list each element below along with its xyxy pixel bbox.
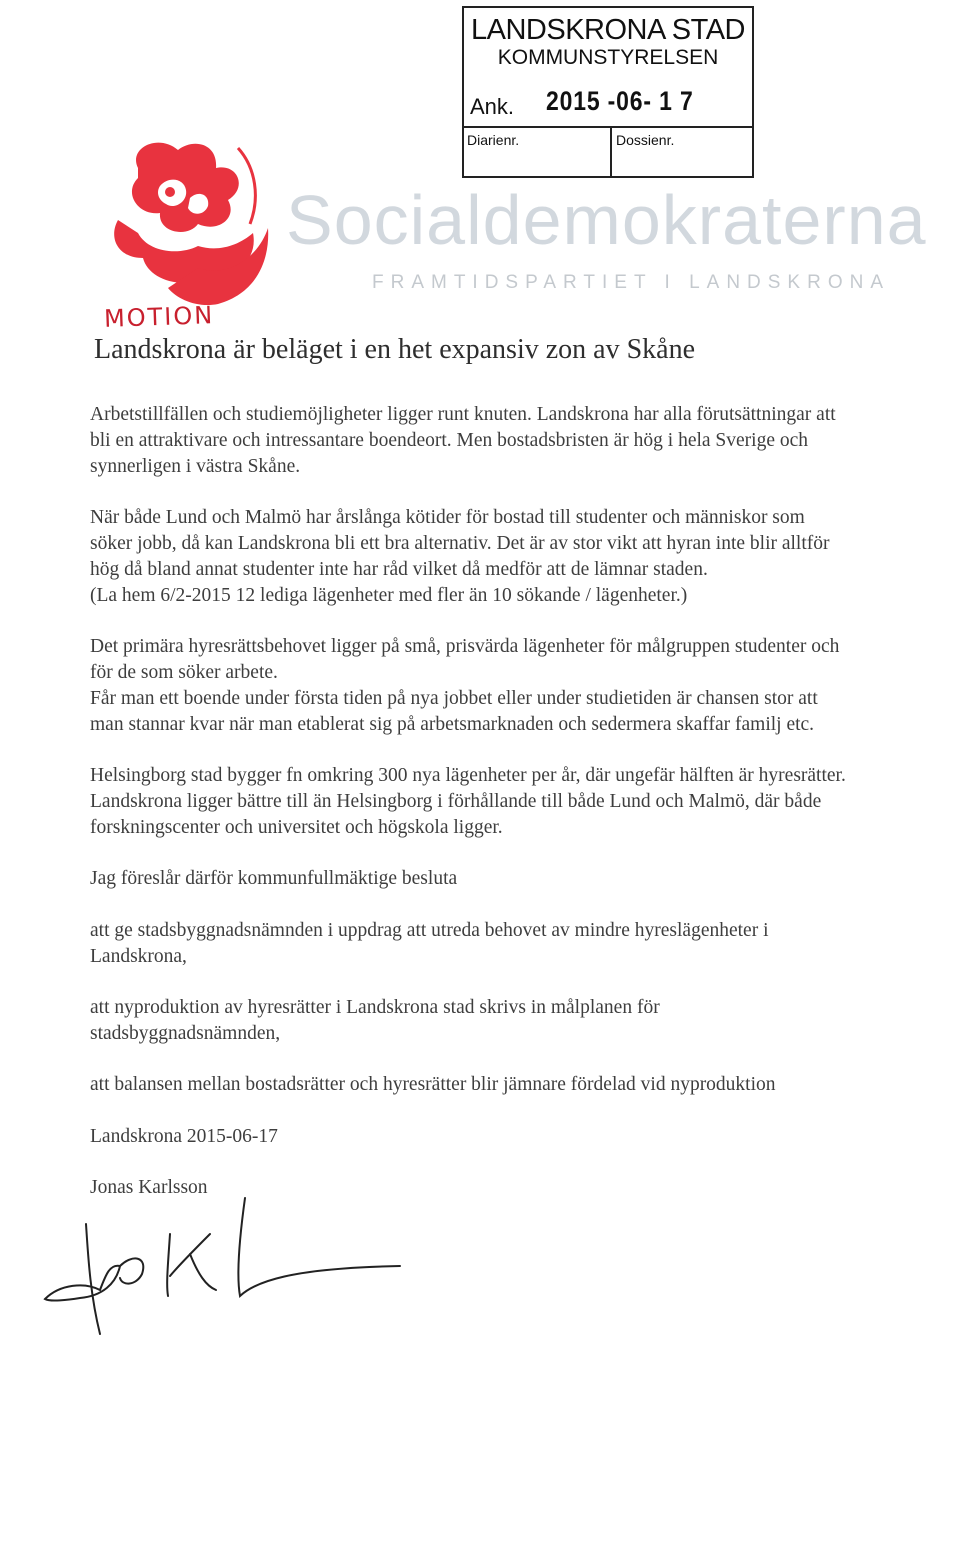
stamp-ank-label: Ank. <box>470 94 515 119</box>
paragraph-proposal-1: att ge stadsbyggnadsnämnden i uppdrag att utreda behovet av mindre hyreslägenheter i Landskrona, <box>90 920 769 967</box>
author-name: Jonas Karlsson <box>90 1177 208 1198</box>
registry-stamp <box>462 6 754 178</box>
stamp-divider <box>464 126 752 128</box>
brand-name: Socialdemokraterna <box>286 181 927 259</box>
stamp-diarienr-label: Diarienr. <box>467 132 520 148</box>
page-title: Landskrona är beläget i en het expansiv zon av Skåne <box>94 334 696 365</box>
date-line: Landskrona 2015-06-17 <box>90 1126 278 1147</box>
stamp-column-divider <box>610 126 612 176</box>
brand-tagline: FRAMTIDSPARTIET I LANDSKRONA <box>372 272 890 293</box>
motion-label: MOTION <box>103 301 215 333</box>
stamp-subtitle: KOMMUNSTYRELSEN <box>497 46 719 69</box>
stamp-dossienr-label: Dossienr. <box>616 132 675 148</box>
rose-in-fist-logo-icon <box>98 128 278 310</box>
paragraph-lund-malmo: När både Lund och Malmö har årslånga kötider för bostad till studenter och människor som söker jobb, då kan Landskrona bli ett bra alternativ. Det är av stor vikt att hyran inte blir alltför hög då bland annat studenter inte har råd vilket då medför att de lämnar staden. (La hem 6/2-2015 12 lediga lägenheter med fler än 10 sökande / lägenheter.) <box>90 507 830 606</box>
paragraph-proposal-3: att balansen mellan bostadsrätter och hyresrätter blir jämnare fördelad vid nyproduktion <box>90 1074 776 1095</box>
paragraph-housing-need: Det primära hyresrättsbehovet ligger på små, prisvärda lägenheter för målgruppen studenter och för de som söker arbete. Får man ett boende under första tiden på nya jobbet eller under studietiden är chansen stor att man stannar kvar när man etablerat sig på arbetsmarknaden och sedermera skaffar familj etc. <box>90 636 840 735</box>
stamp-date: 2015 -06- 1 7 <box>546 86 694 116</box>
paragraph-intro: Arbetstillfällen och studiemöjligheter ligger runt knuten. Landskrona har alla förutsättningar att bli en attraktivare och intressantare boendeort. Men bostadsbristen är hög i hela Sverige och synnerligen i västra Skåne. <box>90 404 836 477</box>
paragraph-proposal-intro: Jag föreslår därför kommunfullmäktige besluta <box>90 868 458 889</box>
paragraph-proposal-2: att nyproduktion av hyresrätter i Landskrona stad skrivs in målplanen för stadsbyggnadsnämnden, <box>90 997 660 1044</box>
handwritten-signature-icon <box>40 1194 420 1339</box>
stamp-title: LANDSKRONA STAD <box>471 14 745 46</box>
paragraph-helsingborg: Helsingborg stad bygger fn omkring 300 nya lägenheter per år, där ungefär hälften är hyresrätter. Landskrona ligger bättre till än Helsingborg i förhållande till både Lund och Malmö, där både forskningscenter och universitet och högskola ligger. <box>90 765 846 838</box>
